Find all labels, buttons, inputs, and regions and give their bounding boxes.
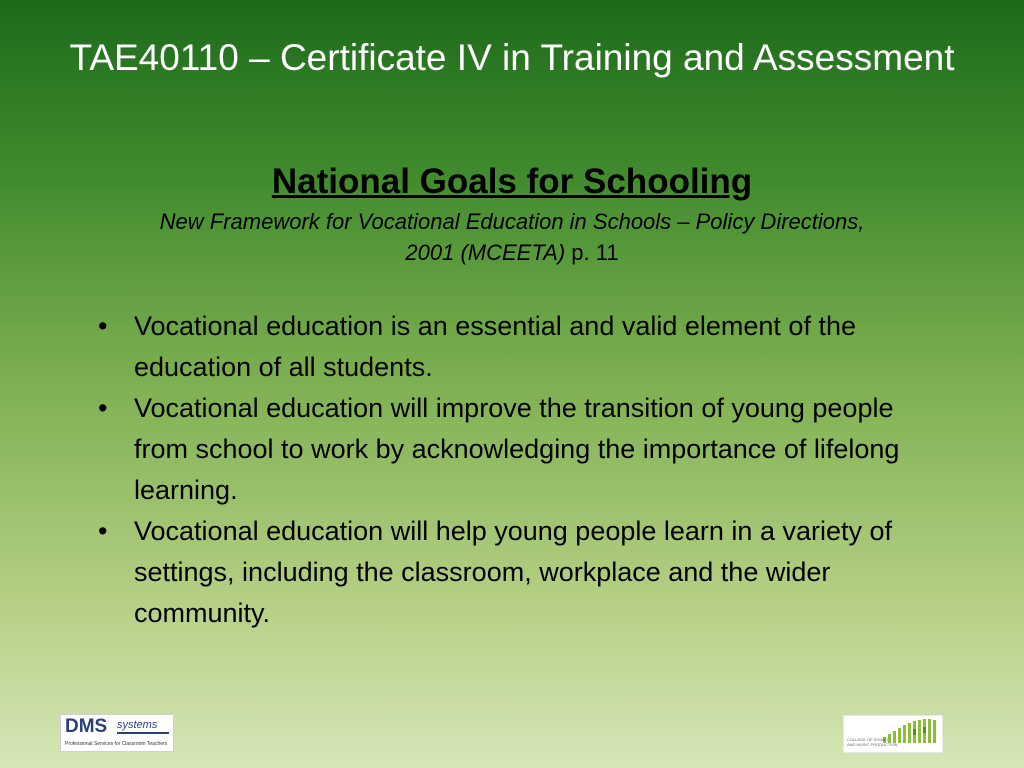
college-logo [843, 715, 943, 753]
bullet-item [98, 388, 934, 511]
bullet-icon: • [98, 393, 108, 423]
college-logo-line1: COLLEGE OF SOUND [847, 737, 889, 742]
citation-source-year: 2001 (MCEETA) [405, 240, 566, 265]
bullet-item [98, 306, 934, 388]
dms-logo-name: DMS [65, 716, 108, 737]
bullet-text: Vocational education will improve the transition of young people from school to work by acknowledging the importance of lifelong learning. [134, 393, 900, 505]
slide-title: TAE40110 – Certificate IV in Training and Assessment [69, 37, 955, 78]
slide-content [80, 160, 944, 634]
bullet-icon: • [98, 311, 108, 341]
citation-source: New Framework for Vocational Education in Schools – Policy Directions, [159, 209, 865, 234]
dms-logo-tagline: Professional Services for Classroom Teachers [65, 741, 168, 747]
slide-heading: National Goals for Schooling [271, 162, 753, 201]
citation-page: p. 11 [565, 240, 619, 265]
bullet-icon: • [98, 516, 108, 546]
dms-logo-sub: systems [117, 719, 158, 731]
college-logo-graphic [843, 715, 943, 753]
bullet-text: Vocational education is an essential and valid element of the education of all students. [134, 311, 856, 382]
dms-systems-logo [60, 714, 174, 752]
bullet-text: Vocational education will help young people learn in a variety of settings, including the classroom, workplace and the wider community. [134, 516, 893, 628]
dms-logo-rule [117, 732, 169, 734]
bullet-list [80, 306, 934, 634]
citation [80, 206, 944, 268]
bullet-item [98, 511, 934, 634]
college-logo-line2: AND MUSIC PRODUCTION [847, 742, 898, 747]
